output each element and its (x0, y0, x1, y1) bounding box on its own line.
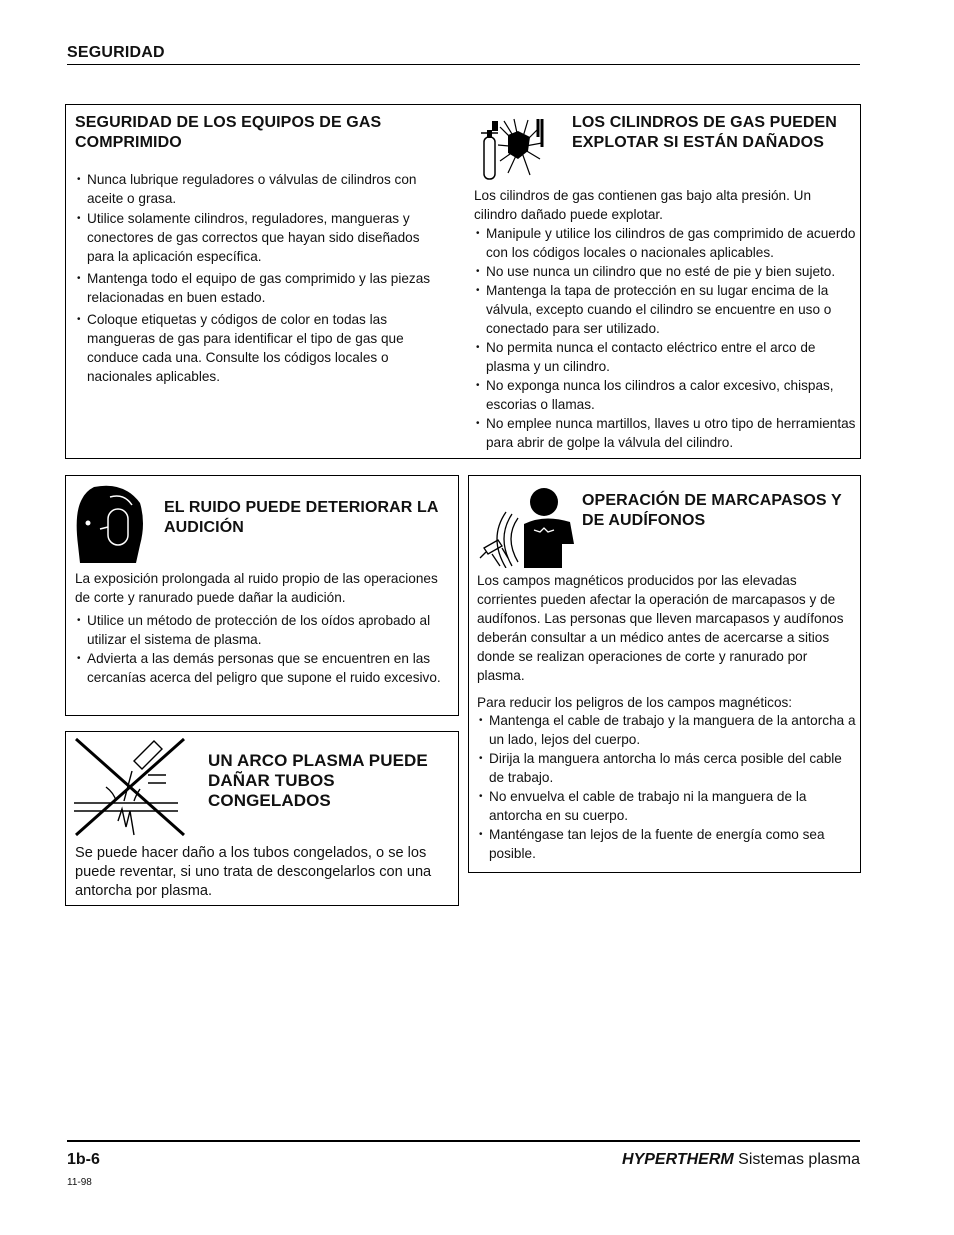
list-item: • No envuelva el cable de trabajo ni la manguera de la antorcha en su cuerpo. (477, 787, 857, 825)
list-item: • Mantenga la tapa de protección en su lugar encima de la válvula, excepto cuando el cilindro se encuentre en uso o conectado para ser utilizado. (474, 281, 859, 338)
gas-equipment-box (65, 104, 465, 459)
pacemaker-list (477, 711, 857, 863)
cylinders-intro: Los cilindros de gas contienen gas bajo alta presión. Un cilindro dañado puede explotar. (474, 188, 812, 222)
cylinders-title: LOS CILINDROS DE GAS PUEDEN EXPLOTAR SI ESTÁN DAÑADOS (572, 114, 837, 151)
hearing-protection-icon (74, 483, 146, 563)
gas-equipment-title: SEGURIDAD DE LOS EQUIPOS DE GAS COMPRIMIDO (75, 114, 382, 151)
list-item: • Dirija la manguera antorcha lo más cerca posible del cable de trabajo. (477, 749, 857, 787)
frozen-pipes-box (65, 731, 459, 906)
header-divider (67, 64, 860, 65)
noise-title: EL RUIDO PUEDE DETERIORAR LA AUDICIÓN (164, 499, 438, 536)
list-item: • No exponga nunca los cilindros a calor excesivo, chispas, escorias o llamas. (474, 376, 859, 414)
no-thawing-pipes-icon (74, 737, 186, 837)
list-item: • Mantenga todo el equipo de gas comprimido y las piezas relacionadas en buen estado. (75, 269, 450, 307)
frozen-pipes-body: Se puede hacer daño a los tubos congelados, o se los puede reventar, si uno trata de descongelarlos con una antorcha por plasma. (75, 845, 432, 899)
exploding-cylinder-icon (478, 117, 558, 181)
list-item: • Mantenga el cable de trabajo y la manguera de la antorcha a un lado, lejos del cuerpo. (477, 711, 857, 749)
page-number: 1b-6 (67, 1151, 100, 1168)
noise-box (65, 475, 459, 716)
date-code: 11-98 (67, 1177, 92, 1188)
frozen-pipes-title: UN ARCO PLASMA PUEDE DAÑAR TUBOS CONGELADOS (208, 751, 428, 810)
noise-list (75, 611, 455, 687)
list-item: • Coloque etiquetas y códigos de color en todas las mangueras de gas para identificar el tipo de gas que conduce cada una. Consulte los códigos locales o nacionales aplicables. (75, 310, 450, 386)
magnetic-field-icon (478, 482, 578, 568)
section-header: SEGURIDAD (67, 44, 165, 61)
noise-intro: La exposición prolongada al ruido propio de las operaciones de corte y ranurado puede dañar la audición. (75, 571, 438, 605)
cylinders-box (464, 104, 861, 459)
pacemaker-intro: Los campos magnéticos producidos por las elevadas corrientes pueden afectar la operación de marcapasos y de audífonos. Las personas que lleven marcapasos y audífonos deberán consultar a un médico antes de acercarse a sitios donde se realizan operaciones de corte y ranurado por plasma. (477, 573, 844, 683)
brand-name: HYPERTHERM (622, 1151, 734, 1168)
list-item: • No use nunca un cilindro que no esté de pie y bien sujeto. (474, 262, 859, 281)
pacemaker-intro-2: Para reducir los peligros de los campos magnéticos: (477, 695, 793, 710)
gas-equipment-list (75, 170, 450, 386)
brand-subtitle: Sistemas plasma (733, 1151, 860, 1168)
brand-footer (622, 1151, 860, 1169)
list-item: • Advierta a las demás personas que se encuentren en las cercanías acerca del peligro que supone el ruido excesivo. (75, 649, 455, 687)
footer-divider (67, 1140, 860, 1142)
pacemaker-box (468, 475, 861, 873)
list-item: • Nunca lubrique reguladores o válvulas de cilindros con aceite o grasa. (75, 170, 450, 208)
list-item: • No emplee nunca martillos, llaves u otro tipo de herramientas para abrir de golpe la válvula del cilindro. (474, 414, 859, 452)
list-item: • Utilice un método de protección de los oídos aprobado al utilizar el sistema de plasma. (75, 611, 455, 649)
cylinders-list (474, 224, 859, 452)
list-item: • Manténgase tan lejos de la fuente de energía como sea posible. (477, 825, 857, 863)
list-item: • Utilice solamente cilindros, reguladores, mangueras y conectores de gas correctos que hayan sido diseñados para la aplicación específica. (75, 209, 450, 266)
list-item: • Manipule y utilice los cilindros de gas comprimido de acuerdo con los códigos locales o nacionales aplicables. (474, 224, 859, 262)
pacemaker-title: OPERACIÓN DE MARCAPASOS Y DE AUDÍFONOS (582, 492, 842, 529)
list-item: • No permita nunca el contacto eléctrico entre el arco de plasma y un cilindro. (474, 338, 859, 376)
